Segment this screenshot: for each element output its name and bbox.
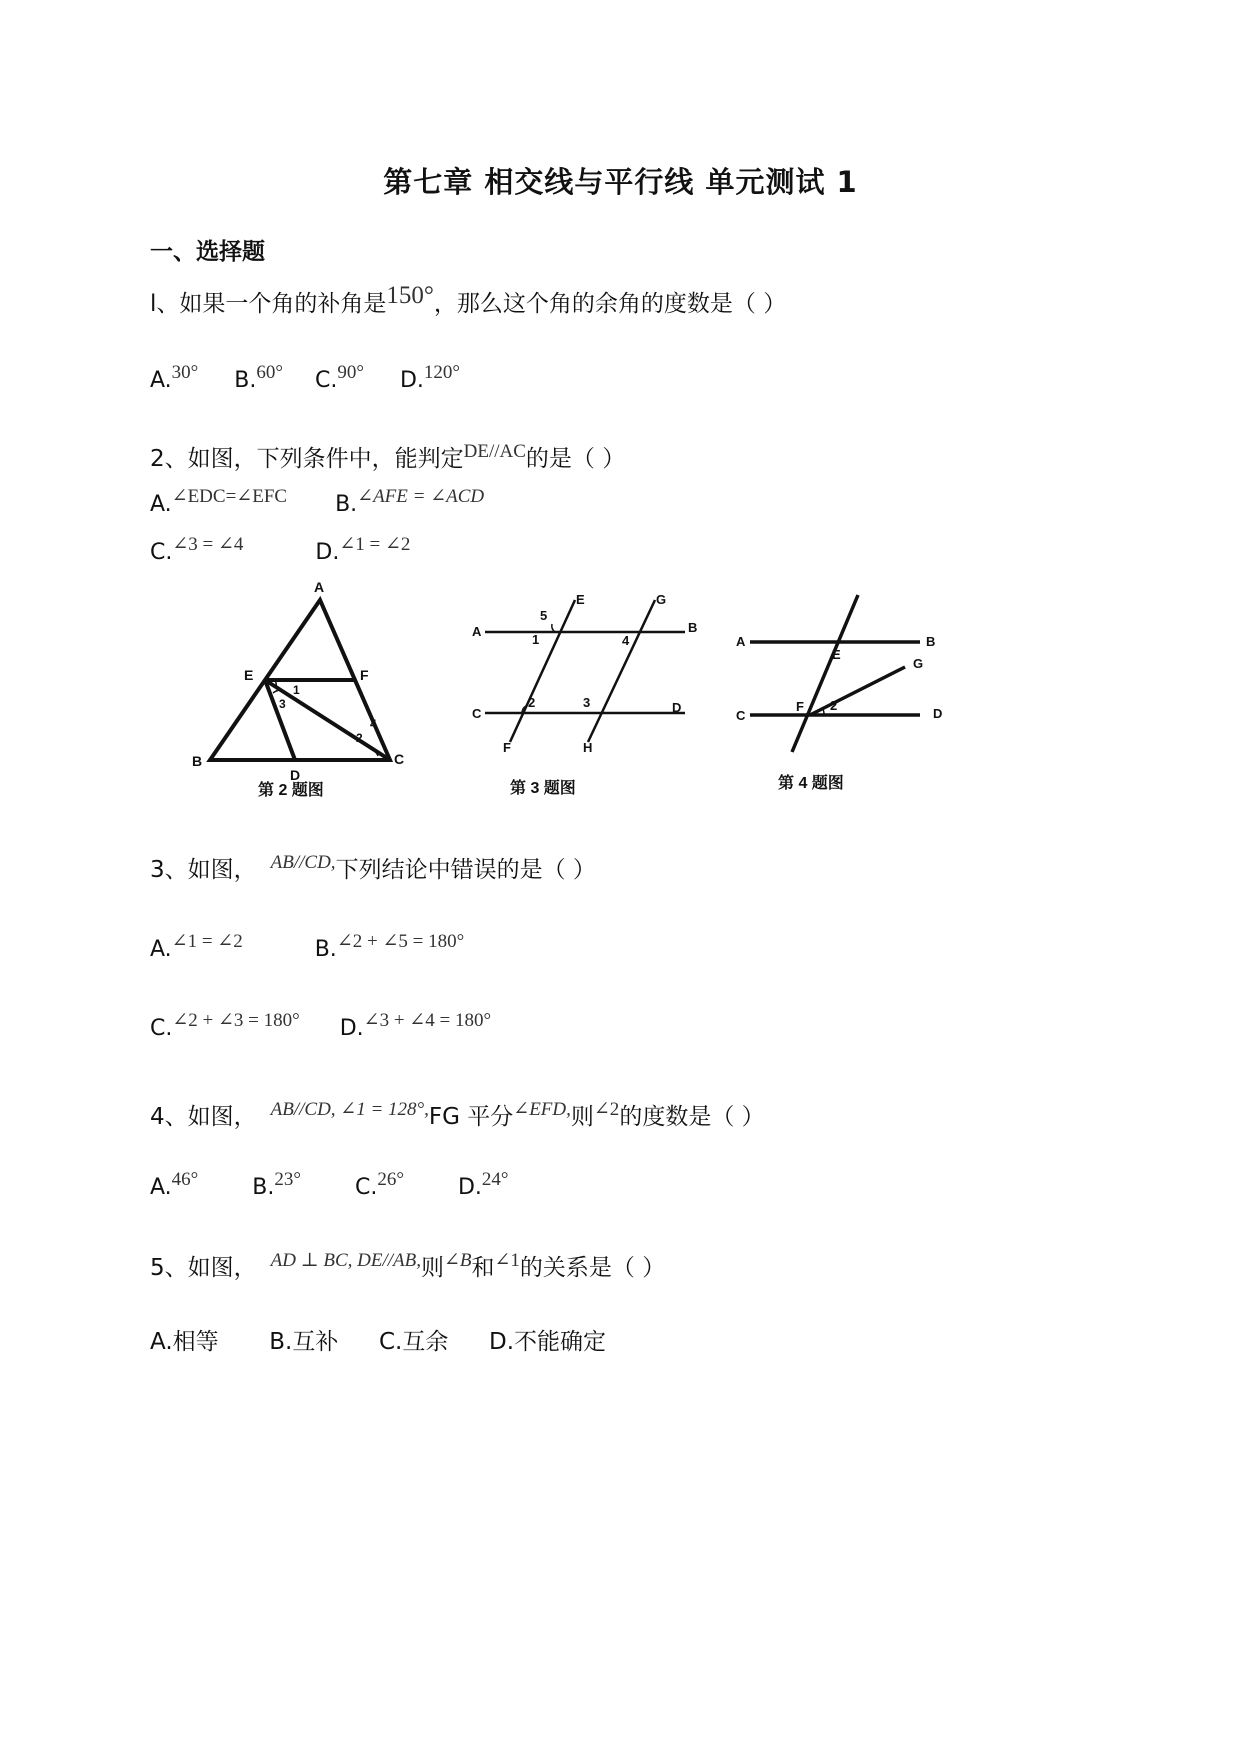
q4-mid1: FG 平分 (428, 1104, 514, 1130)
q3-suffix: 下列结论中错误的是（ ） (335, 857, 596, 883)
q3-option-d[interactable]: D.∠3 + ∠4 = 180° (339, 1010, 492, 1041)
fig2-label-f: F (360, 667, 369, 683)
fig3-angle-3: 3 (583, 695, 591, 710)
fig4-angle-2: 2 (830, 698, 838, 713)
q5-math3: ∠1 (494, 1250, 520, 1271)
q2-math: DE//AC (463, 441, 526, 462)
fig2-label-e: E (244, 667, 254, 683)
q5-math1: AD ⊥ BC, DE//AB, (270, 1250, 421, 1271)
fig4-caption: 第 4 题图 (778, 775, 844, 792)
fig4-label-g: G (913, 656, 924, 671)
q4-suffix: 的度数是（ ） (619, 1104, 765, 1130)
fig4-label-f: F (796, 699, 804, 714)
q4-math1: AB//CD, ∠1 = 128°, (270, 1099, 429, 1120)
q1-option-c[interactable]: C.90° (314, 362, 364, 393)
q2-options-row1 (150, 486, 485, 517)
fig3-label-c: C (472, 706, 482, 721)
fig3-angle-2: 2 (528, 695, 536, 710)
q5-mid2: 和 (471, 1255, 495, 1281)
q3-prefix: 3、如图， (150, 857, 257, 883)
fig4-label-d: D (933, 706, 943, 721)
fig4-label-b: B (926, 634, 936, 649)
q5-mid1: 则 (420, 1255, 444, 1281)
fig3-angle-5: 5 (540, 608, 548, 623)
q3-option-b[interactable]: B.∠2 + ∠5 = 180° (314, 931, 465, 962)
fig2-line-ed (265, 680, 295, 760)
fig2-caption: 第 2 题图 (258, 782, 324, 799)
fig2-angle-3: 3 (279, 697, 286, 711)
fig3-label-g: G (656, 592, 667, 607)
fig4-label-e: E (832, 647, 841, 662)
fig4-label-c: C (736, 708, 746, 723)
figure-3 (485, 600, 685, 742)
q4-mid2: 则 (570, 1104, 594, 1130)
fig4-line-transversal (792, 595, 858, 752)
q3-option-a[interactable]: A.∠1 = ∠2 (150, 931, 243, 962)
fig3-angle-1: 1 (532, 632, 540, 647)
fig3-label-b: B (688, 620, 698, 635)
fig3-label-f: F (503, 740, 511, 755)
q3-options-row2 (150, 1010, 492, 1041)
q5-options (150, 1323, 606, 1356)
fig2-angle-4: 4 (370, 717, 377, 731)
fig2-label-d: D (290, 767, 301, 783)
q4-option-d[interactable]: D.24° (457, 1169, 509, 1200)
q2-suffix: 的是（ ） (525, 446, 626, 472)
q4-math2: ∠EFD, (513, 1099, 571, 1120)
q2-option-b[interactable]: B.∠AFE = ∠ACD (335, 486, 485, 517)
fig3-label-h: H (583, 740, 593, 755)
fig2-label-b: B (192, 753, 203, 769)
q1-options (150, 362, 460, 393)
section-heading: 一、选择题 (150, 239, 265, 265)
fig3-angle-4: 4 (622, 633, 630, 648)
question-3 (150, 851, 596, 884)
q2-prefix: 2、如图，下列条件中，能判定 (150, 446, 464, 472)
q3-option-c[interactable]: C.∠2 + ∠3 = 180° (150, 1010, 300, 1041)
page-title: 第七章 相交线与平行线 单元测试 1 (383, 165, 858, 199)
q3-options-row1 (150, 931, 465, 962)
fig3-caption: 第 3 题图 (510, 780, 576, 797)
q4-option-b[interactable]: B.23° (252, 1169, 301, 1200)
q4-options (150, 1169, 509, 1200)
q1-suffix: ，那么这个角的余角的度数是（ ） (433, 291, 787, 317)
figure-4 (750, 595, 920, 752)
q3-math: AB//CD, (270, 852, 336, 873)
q2-option-d[interactable]: D.∠1 = ∠2 (315, 534, 411, 565)
fig2-angle-2: 2 (356, 731, 363, 745)
q4-prefix: 4、如图， (150, 1104, 257, 1130)
fig2-angle-1: 1 (293, 683, 300, 697)
fig3-line-gh (588, 600, 655, 742)
q4-math3: ∠2 (593, 1099, 620, 1120)
fig3-label-a: A (472, 624, 482, 639)
question-1 (150, 282, 787, 318)
fig3-label-d: D (672, 700, 682, 715)
question-2 (150, 440, 625, 473)
q4-option-a[interactable]: A.46° (150, 1169, 199, 1200)
question-5 (150, 1249, 665, 1282)
q5-math2: ∠B (443, 1250, 472, 1271)
q2-options-row2 (150, 534, 411, 565)
fig2-label-a: A (314, 579, 325, 595)
q4-option-c[interactable]: C.26° (354, 1169, 404, 1200)
q5-option-a[interactable]: A.相等 (150, 1329, 219, 1355)
q2-option-c[interactable]: C.∠3 = ∠4 (150, 534, 244, 565)
q1-option-d[interactable]: D.120° (399, 362, 460, 393)
q1-prefix: l、如果一个角的补角是 (150, 291, 387, 317)
q2-option-a[interactable]: A.∠EDC=∠EFC (150, 486, 288, 517)
question-4 (150, 1098, 765, 1131)
q5-suffix: 的关系是（ ） (519, 1255, 666, 1281)
q5-option-b[interactable]: B.互补 (269, 1329, 339, 1355)
figures-row (180, 570, 980, 810)
q5-option-d[interactable]: D.不能确定 (488, 1329, 607, 1355)
fig3-label-e: E (576, 592, 585, 607)
q5-option-c[interactable]: C.互余 (378, 1329, 449, 1355)
q1-option-a[interactable]: A.30° (150, 362, 199, 393)
fig4-label-a: A (736, 634, 746, 649)
q1-math: 150° (386, 282, 434, 309)
q1-option-b[interactable]: B.60° (234, 362, 283, 393)
q5-prefix: 5、如图， (150, 1255, 257, 1281)
fig2-label-c: C (394, 751, 405, 767)
